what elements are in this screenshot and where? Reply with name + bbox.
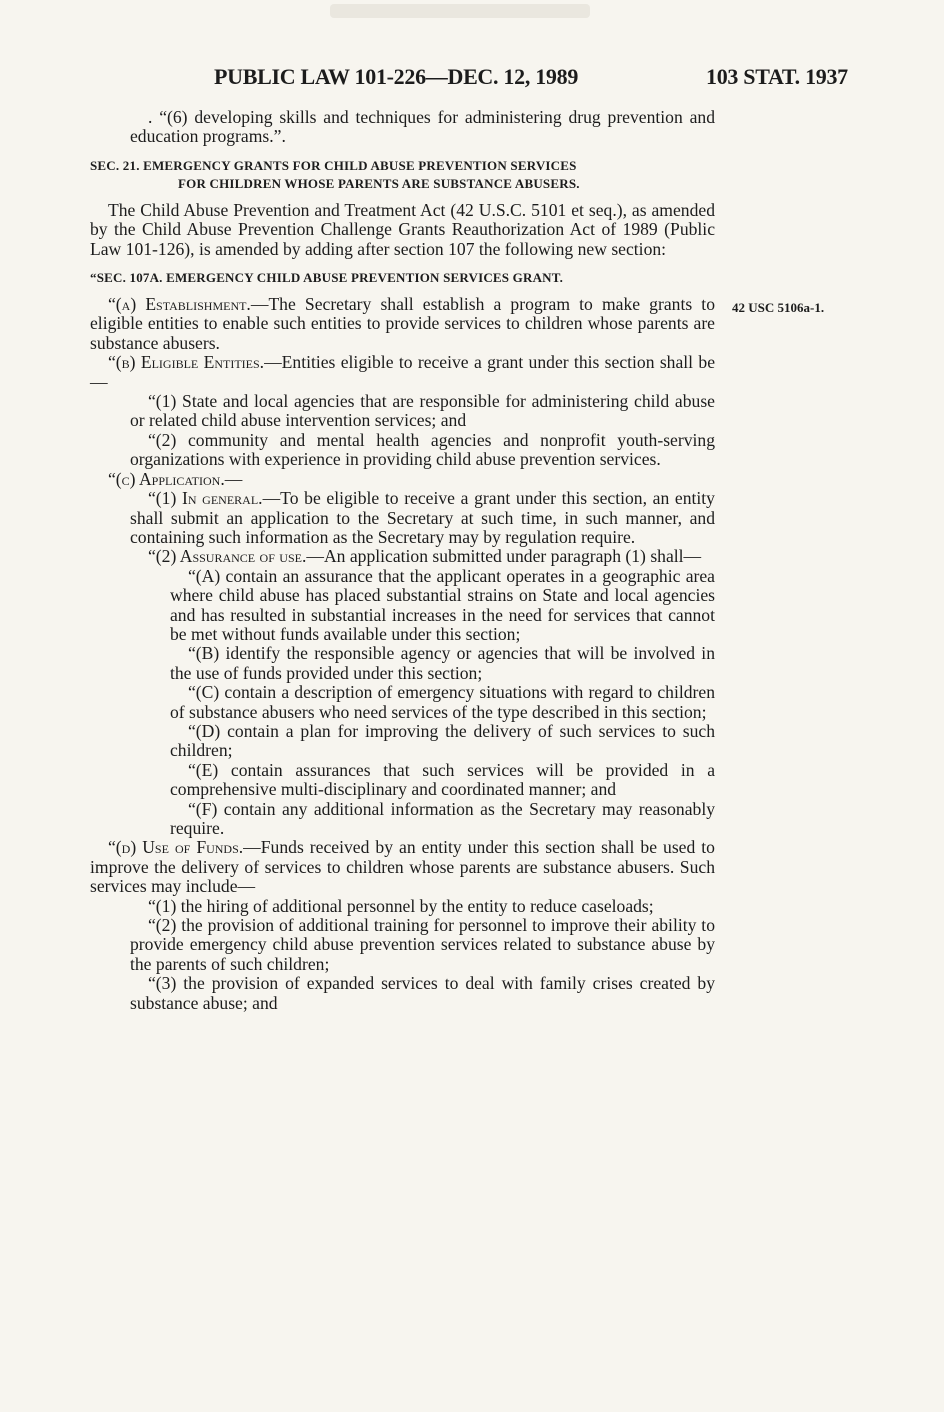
paragraph-d3: “(3) the provision of expanded services to deal with family crises created by substance abuse; and xyxy=(130,973,715,1013)
statute-text xyxy=(90,108,715,1013)
section-21-heading xyxy=(90,157,715,193)
subsection-b-heading: “(b) Eligible Entities. xyxy=(108,352,265,373)
paragraph-c1 xyxy=(90,489,715,547)
subsection-c-text: — xyxy=(224,468,243,489)
running-head-title: PUBLIC LAW 101-226—DEC. 12, 1989 xyxy=(214,64,579,89)
subsection-c-heading: “(c) Application. xyxy=(108,468,225,489)
running-head-stat-page: 103 STAT. 1937 xyxy=(706,64,848,89)
section-21-heading-line1: SEC. 21. EMERGENCY GRANTS FOR CHILD ABUSE PREVENTION SERVICES xyxy=(90,157,577,173)
section-107a-heading: “SEC. 107A. EMERGENCY CHILD ABUSE PREVENTION SERVICES GRANT. xyxy=(90,270,564,286)
subsection-d xyxy=(90,838,715,896)
paragraph-c1-text: —To be eligible to receive a grant under this section, an entity shall submit an application to the Secretary at such time, in such manner, and containing such information as the Secretary may by regulation require. xyxy=(130,488,715,547)
subsection-b-text: —Entities eligible to receive a grant under this section shall be— xyxy=(90,352,715,392)
section-21-intro: The Child Abuse Prevention and Treatment Act (42 U.S.C. 5101 et seq.), as amended by the Child Abuse Prevention Challenge Grants Reauthorization Act of 1989 (Public Law 101-126), is amended by adding after section 107 the following new section: xyxy=(90,199,715,259)
section-21-heading-line2: FOR CHILDREN WHOSE PARENTS ARE SUBSTANCE ABUSERS. xyxy=(178,175,580,191)
clause-D: “(D) contain a plan for improving the delivery of such services to such children; xyxy=(170,720,715,761)
paragraph-c1-heading: “(1) In general. xyxy=(148,488,263,509)
clause-B: “(B) identify the responsible agency or agencies that will be involved in the use of funds provided under this section; xyxy=(170,643,715,683)
subsection-d-heading: “(d) Use of Funds. xyxy=(108,837,244,858)
paragraph-d1: “(1) the hiring of additional personnel by the entity to reduce caseloads; xyxy=(148,895,654,916)
subsection-a-text: —The Secretary shall establish a program to make grants to eligible entities to enable such entities to provide services to children whose parents are substance abusers. xyxy=(90,294,715,353)
subsection-b xyxy=(90,353,715,392)
clause-E: “(E) contain assurances that such services will be provided in a comprehensive multi-disciplinary and coordinated manner; and xyxy=(170,759,715,800)
bleed-through-shadow xyxy=(330,4,590,18)
paragraph-b1: “(1) State and local agencies that are responsible for administering child abuse or related child abuse intervention services; and xyxy=(130,391,715,431)
paragraph-c2-text: —An application submitted under paragraph (1) shall— xyxy=(306,546,702,567)
paragraph-c2 xyxy=(90,547,715,566)
paragraph-d2: “(2) the provision of additional training for personnel to improve their ability to provide emergency child abuse prevention services related to substance abuse by the parents of such children; xyxy=(130,915,715,974)
subsection-a-heading: “(a) Establishment. xyxy=(108,294,251,315)
subsection-d-text: —Funds received by an entity under this section shall be used to improve the delivery of services to children whose parents are substance abusers. Such services may include— xyxy=(90,837,715,897)
paragraph-b2: “(2) community and mental health agencies and nonprofit youth-serving organizations with experience in providing child abuse prevention services. xyxy=(130,429,715,470)
paragraph-c2-heading: “(2) Assurance of use. xyxy=(148,546,307,567)
subsection-a xyxy=(90,295,715,353)
paragraph-6: . “(6) developing skills and techniques for administering drug prevention and education programs.”. xyxy=(130,107,715,147)
margin-citation: 42 USC 5106a-1. xyxy=(732,300,825,315)
subsection-c xyxy=(90,470,715,489)
clause-F: “(F) contain any additional information as the Secretary may reasonably require. xyxy=(170,798,715,838)
clause-A: “(A) contain an assurance that the applicant operates in a geographic area where child abuse has placed substantial strains on State and local agencies and has resulted in substantial increases in the need for services that cannot be met without funds available under this section; xyxy=(170,565,715,644)
clause-C: “(C) contain a description of emergency situations with regard to children of substance abusers who need services of the type described in this section; xyxy=(170,682,715,722)
